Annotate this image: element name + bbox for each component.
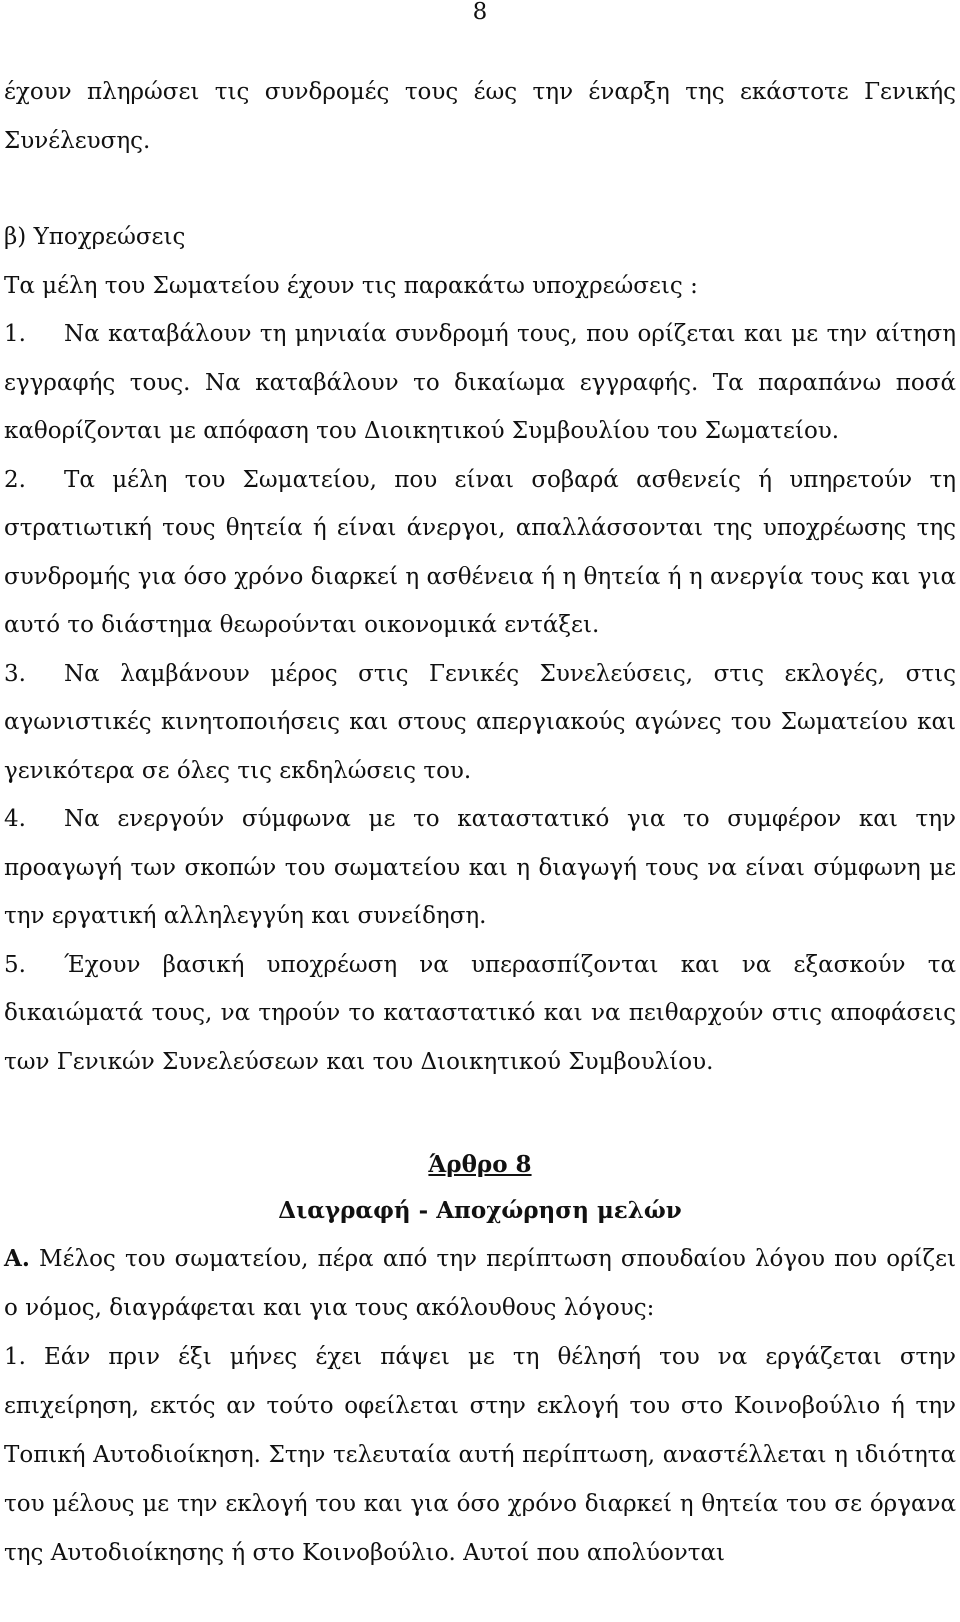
item-number: 2.: [4, 466, 26, 493]
item-text: Να λαμβάνουν μέρος στις Γενικές Συνελεύσεις, στις εκλογές, στις αγωνιστικές κινητοποιήσεις και στους απεργιακούς αγώνες του Σωματείου και γενικότερα σε όλες τις εκδηλώσεις του.: [4, 660, 956, 784]
item-number: 1.: [4, 321, 26, 347]
item-text: Να ενεργούν σύμφωνα με το καταστατικό για το συμφέρον και την προαγωγή των σκοπών του σωματείου και η διαγωγή τους να είναι σύμφωνη με την εργατική αλληλεγγύη και συνείδηση.: [4, 806, 956, 929]
item-number: 5.: [4, 951, 26, 978]
obligation-item-4: [4, 795, 956, 941]
document-body: [4, 68, 956, 1578]
item-text: Τα μέλη του Σωματείου, που είναι σοβαρά ασθενείς ή υπηρετούν τη στρατιωτική τους θητεία ή είναι άνεργοι, απαλλάσσονται της υποχρέωσης της συνδρομής για όσο χρόνο διαρκεί η ασθένεια ή η θητεία ή η ανεργία τους και για αυτό το διάστημα θεωρούνται οικονομικά εντάξει.: [4, 466, 956, 638]
obligation-item-5: [4, 941, 956, 1087]
article-a-label: Α.: [4, 1245, 30, 1272]
obligation-item-1: [4, 310, 956, 456]
article-a-text: Μέλος του σωματείου, πέρα από την περίπτωση σπουδαίου λόγου που ορίζει ο νόμος, διαγράφεται και για τους ακόλουθους λόγους:: [4, 1246, 957, 1321]
section-b-intro: Τα μέλη του Σωματείου έχουν τις παρακάτω υποχρεώσεις :: [4, 272, 698, 299]
spacer: [4, 1086, 956, 1142]
page-number: 8: [472, 0, 488, 25]
section-b-title: β) Υποχρεώσεις: [4, 224, 186, 250]
obligation-item-2: [4, 456, 956, 650]
spacer: [4, 165, 956, 213]
item-text: Έχουν βασική υποχρέωση να υπερασπίζονται και να εξασκούν τα δικαιώματά τους, να τηρούν το καταστατικό και να πειθαρχούν στις αποφάσεις των Γενικών Συνελεύσεων και του Διοικητικού Συμβουλίου.: [4, 951, 956, 1075]
continued-paragraph: έχουν πληρώσει τις συνδρομές τους έως την έναρξη της εκάστοτε Γενικής Συνέλευσης.: [4, 79, 956, 154]
article-a-intro: [4, 1234, 956, 1333]
article-title: Διαγραφή - Αποχώρηση μελών: [278, 1197, 682, 1224]
article-number: Άρθρο 8: [428, 1151, 532, 1178]
item-text: Να καταβάλουν τη μηνιαία συνδρομή τους, που ορίζεται και με την αίτηση εγγραφής τους. Να καταβάλουν το δικαίωμα εγγραφής. Τα παραπάνω ποσά καθορίζονται με απόφαση του Διοικητικού Συμβουλίου του Σωματείου.: [4, 321, 956, 444]
obligation-item-3: [4, 650, 956, 796]
article-a-item-1: 1. Εάν πριν έξι μήνες έχει πάψει με τη θέλησή του να εργάζεται στην επιχείρηση, εκτός αν τούτο οφείλεται στην εκλογή του στο Κοινοβούλιο ή την Τοπική Αυτοδιοίκηση. Στην τελευταία αυτή περίπτωση, αναστέλλεται η ιδιότητα του μέλους με την εκλογή του και για όσο χρόνο διαρκεί η θητεία του σε όργανα της Αυτοδιοίκησης ή στο Κοινοβούλιο. Αυτοί που απολύονται: [4, 1344, 956, 1566]
item-number: 3.: [4, 660, 26, 687]
item-number: 4.: [4, 806, 26, 832]
